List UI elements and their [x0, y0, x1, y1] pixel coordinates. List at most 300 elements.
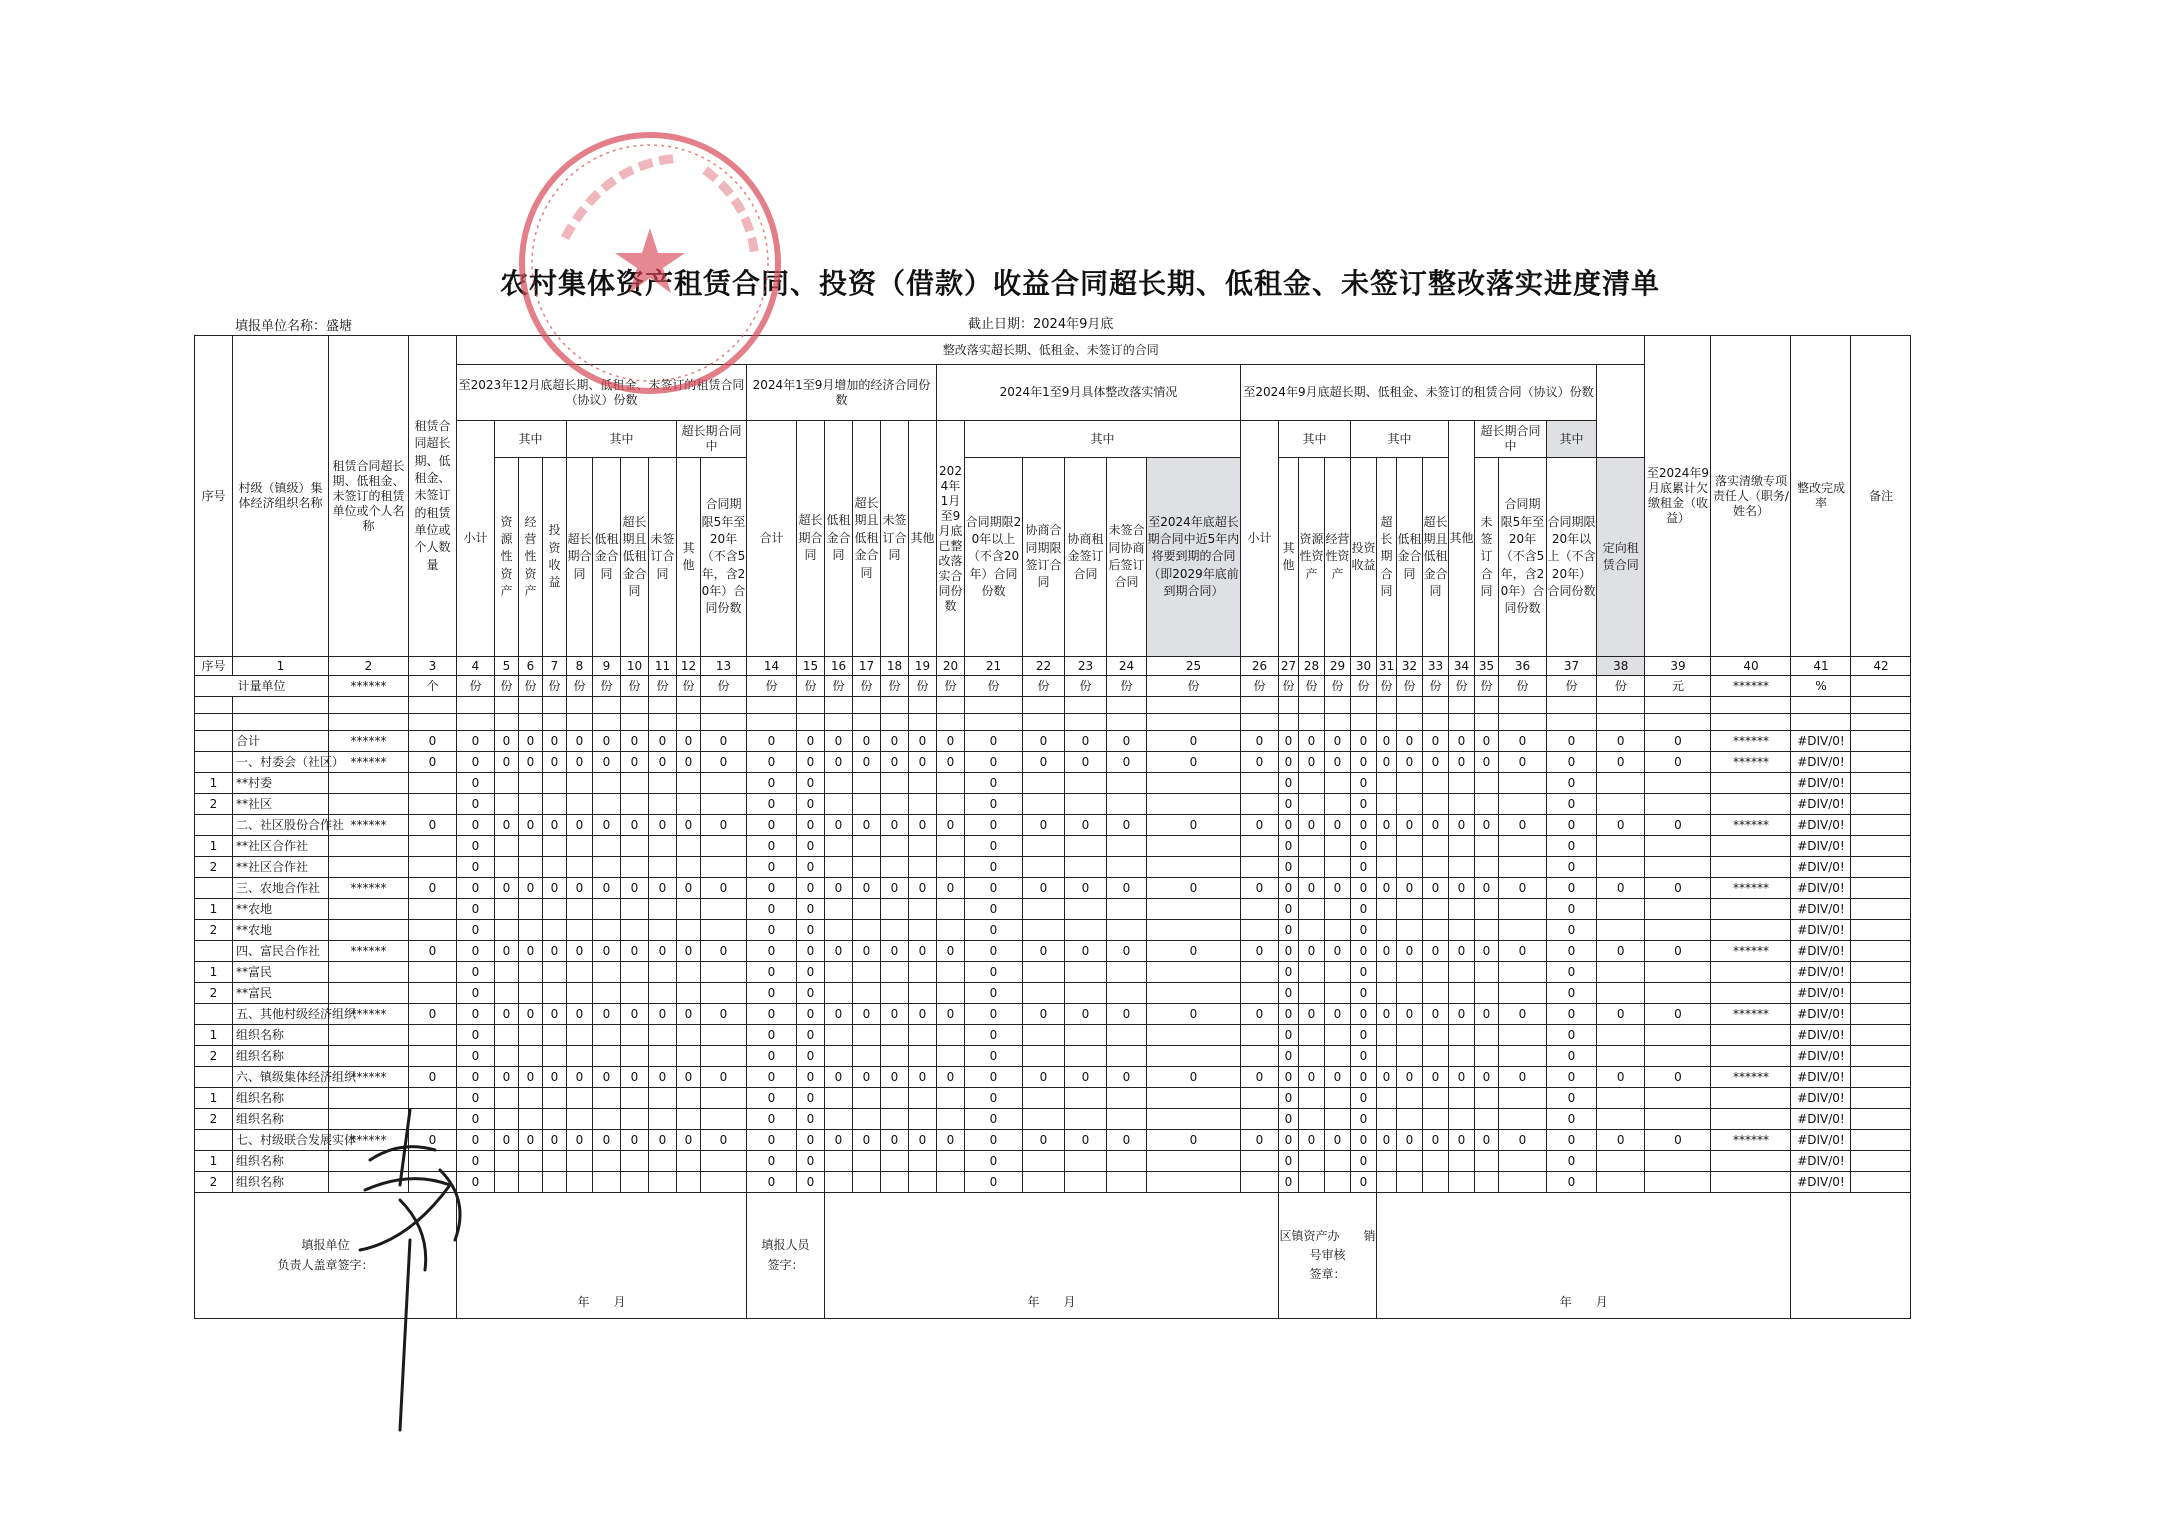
row-value: 0 — [797, 1109, 825, 1130]
row-value — [1645, 1172, 1711, 1193]
row-value: 0 — [1147, 941, 1241, 962]
header-of-which: 其中 — [1351, 421, 1449, 458]
column-number: 32 — [1397, 657, 1423, 676]
row-value — [1475, 899, 1499, 920]
row-value: 0 — [519, 752, 543, 773]
row-value — [1597, 794, 1645, 815]
row-remark — [1851, 1004, 1911, 1025]
row-value — [937, 1151, 965, 1172]
row-value: 0 — [797, 962, 825, 983]
reporting-unit: 填报单位名称：盛塘 — [235, 319, 353, 334]
unit-cell: 份 — [825, 676, 853, 697]
row-value: 0 — [1023, 1004, 1065, 1025]
row-lessee: ****** — [329, 1067, 409, 1088]
row-value: 0 — [1299, 752, 1325, 773]
row-value: 0 — [1377, 731, 1397, 752]
row-value: 0 — [965, 773, 1023, 794]
row-value: 0 — [965, 920, 1023, 941]
row-value: 0 — [747, 731, 797, 752]
header-neg-rent: 协商租金签订合同 — [1065, 458, 1107, 657]
row-value — [825, 1088, 853, 1109]
row-value: 0 — [567, 815, 593, 836]
row-value — [1023, 794, 1065, 815]
row-value — [853, 1088, 881, 1109]
column-number: 3 — [409, 657, 457, 676]
row-value — [1241, 1025, 1279, 1046]
row-value — [1645, 794, 1711, 815]
row-remark — [1851, 1046, 1911, 1067]
row-value: 0 — [1547, 1151, 1597, 1172]
blank-cell — [543, 697, 567, 714]
row-value: 0 — [1499, 1067, 1547, 1088]
row-seq — [195, 878, 233, 899]
row-value: 0 — [747, 899, 797, 920]
column-number: 8 — [567, 657, 593, 676]
row-value — [937, 773, 965, 794]
row-lessee: ****** — [329, 878, 409, 899]
row-value: 0 — [797, 815, 825, 836]
row-value — [1377, 1109, 1397, 1130]
header-term-20: 合同期限20年以上（不含20年）合同份数 — [965, 458, 1023, 657]
row-value — [1147, 857, 1241, 878]
row-org-name: 组织名称 — [233, 1046, 329, 1067]
header-subtotal: 小计 — [1241, 421, 1279, 657]
blank-cell — [1377, 714, 1397, 731]
row-count: 0 — [409, 941, 457, 962]
row-lessee: ****** — [329, 752, 409, 773]
row-value — [1449, 962, 1475, 983]
row-value: 0 — [909, 1130, 937, 1151]
row-value — [621, 1046, 649, 1067]
row-value: 0 — [1547, 773, 1597, 794]
column-number: 12 — [677, 657, 701, 676]
blank-cell — [1499, 714, 1547, 731]
row-value — [1107, 857, 1147, 878]
row-remark — [1851, 1067, 1911, 1088]
row-value: 0 — [567, 941, 593, 962]
blank-cell — [825, 697, 853, 714]
row-value — [1475, 1088, 1499, 1109]
row-value — [853, 983, 881, 1004]
row-value: 0 — [701, 941, 747, 962]
row-value: 0 — [457, 1151, 495, 1172]
blank-cell — [701, 697, 747, 714]
row-value: 0 — [621, 752, 649, 773]
row-value: 0 — [495, 752, 519, 773]
row-value — [909, 1025, 937, 1046]
row-value: 0 — [747, 1088, 797, 1109]
row-value: 0 — [965, 752, 1023, 773]
row-value: 0 — [1299, 1067, 1325, 1088]
row-value: 0 — [1107, 1004, 1147, 1025]
row-value — [543, 836, 567, 857]
row-seq — [195, 941, 233, 962]
blank-cell — [1241, 714, 1279, 731]
row-value — [1423, 857, 1449, 878]
blank-cell — [1107, 697, 1147, 714]
row-value: 0 — [495, 941, 519, 962]
row-count — [409, 1046, 457, 1067]
row-value — [1449, 857, 1475, 878]
row-value — [1107, 1172, 1147, 1193]
row-value — [1325, 1109, 1351, 1130]
row-value: 0 — [457, 962, 495, 983]
row-value — [701, 836, 747, 857]
row-value: 0 — [1023, 731, 1065, 752]
blank-cell — [1711, 697, 1791, 714]
row-remark — [1851, 731, 1911, 752]
row-value — [567, 857, 593, 878]
row-value — [1377, 1046, 1397, 1067]
row-value: 0 — [853, 941, 881, 962]
row-value — [825, 962, 853, 983]
row-value — [1065, 983, 1107, 1004]
row-value: 0 — [797, 731, 825, 752]
row-value — [519, 1088, 543, 1109]
row-value: 0 — [593, 878, 621, 899]
person-label-2: 签字： — [767, 1257, 804, 1272]
row-value: 0 — [1645, 1067, 1711, 1088]
row-value: 0 — [909, 1067, 937, 1088]
row-value: 0 — [701, 1130, 747, 1151]
row-value: 0 — [797, 1067, 825, 1088]
row-value — [649, 794, 677, 815]
row-value — [1147, 920, 1241, 941]
row-value: 0 — [621, 1130, 649, 1151]
row-value: 0 — [853, 878, 881, 899]
row-value — [543, 1025, 567, 1046]
row-value: 0 — [677, 941, 701, 962]
row-value — [1475, 836, 1499, 857]
row-value: 0 — [965, 1109, 1023, 1130]
row-responsible: ****** — [1711, 941, 1791, 962]
row-value — [1065, 899, 1107, 920]
row-value — [1107, 836, 1147, 857]
row-value: 0 — [1423, 941, 1449, 962]
row-value — [881, 1172, 909, 1193]
row-responsible: ****** — [1711, 731, 1791, 752]
row-value — [1107, 1025, 1147, 1046]
row-value: 0 — [1547, 1046, 1597, 1067]
row-value — [881, 920, 909, 941]
row-value: 0 — [909, 941, 937, 962]
unit-cell: 元 — [1645, 676, 1711, 697]
header-of-which: 其中 — [495, 421, 567, 458]
row-value: 0 — [1499, 752, 1547, 773]
row-value — [1299, 857, 1325, 878]
header-of-which: 其中 — [567, 421, 677, 458]
row-value — [1423, 836, 1449, 857]
blank-cell — [1791, 697, 1851, 714]
row-value: 0 — [1645, 1130, 1711, 1151]
row-value — [909, 899, 937, 920]
row-value — [543, 1151, 567, 1172]
row-value: 0 — [1107, 752, 1147, 773]
row-value — [1023, 1172, 1065, 1193]
row-value: 0 — [567, 731, 593, 752]
row-value: 0 — [1065, 731, 1107, 752]
row-value — [909, 962, 937, 983]
row-value — [881, 857, 909, 878]
row-value: 0 — [825, 815, 853, 836]
row-value — [1597, 857, 1645, 878]
row-value — [649, 983, 677, 1004]
row-value: 0 — [1241, 1130, 1279, 1151]
row-count — [409, 857, 457, 878]
column-number: 31 — [1377, 657, 1397, 676]
row-value: 0 — [1241, 752, 1279, 773]
row-value: 0 — [1597, 731, 1645, 752]
blank-cell — [677, 714, 701, 731]
column-number: 19 — [909, 657, 937, 676]
row-seq — [195, 1067, 233, 1088]
row-value: 0 — [1475, 752, 1499, 773]
blank-cell — [1351, 714, 1377, 731]
row-value: 0 — [543, 1067, 567, 1088]
row-value — [701, 1046, 747, 1067]
row-value — [909, 1109, 937, 1130]
row-rate: #DIV/0! — [1791, 731, 1851, 752]
table-row-group — [195, 1004, 1911, 1025]
header-responsible: 落实清缴专项责任人（职务/姓名） — [1711, 336, 1791, 657]
header-investment: 投资收益 — [543, 458, 567, 657]
row-rate: #DIV/0! — [1791, 941, 1851, 962]
row-value — [519, 794, 543, 815]
row-value: 0 — [1423, 731, 1449, 752]
row-value: 0 — [965, 962, 1023, 983]
row-value — [621, 773, 649, 794]
row-value — [1423, 1046, 1449, 1067]
header-low: 低租金合同 — [825, 421, 853, 657]
row-value — [1397, 773, 1423, 794]
header-operating: 经营性资产 — [1325, 458, 1351, 657]
row-lessee — [329, 857, 409, 878]
row-value — [567, 836, 593, 857]
row-value: 0 — [1351, 1067, 1377, 1088]
office-label-2: 签章： — [1309, 1267, 1346, 1282]
header-resource: 资源性资产 — [495, 458, 519, 657]
table-row-group — [195, 1067, 1911, 1088]
row-value: 0 — [457, 1109, 495, 1130]
blank-cell — [965, 714, 1023, 731]
row-value: 0 — [1325, 1067, 1351, 1088]
row-org-name: 三、农地合作社 — [233, 878, 329, 899]
row-value: 0 — [1597, 752, 1645, 773]
row-value: 0 — [495, 815, 519, 836]
row-value: 0 — [853, 1130, 881, 1151]
row-value: 0 — [1147, 1130, 1241, 1151]
row-value — [1597, 1088, 1645, 1109]
column-number: 23 — [1065, 657, 1107, 676]
row-value — [495, 1046, 519, 1067]
row-value — [1325, 836, 1351, 857]
row-value — [701, 794, 747, 815]
row-value: 0 — [1449, 815, 1475, 836]
row-value: 0 — [519, 941, 543, 962]
blank-cell — [1147, 697, 1241, 714]
row-value — [937, 836, 965, 857]
row-value: 0 — [457, 857, 495, 878]
row-value: 0 — [1351, 1088, 1377, 1109]
row-value: 0 — [747, 1046, 797, 1067]
row-value: 0 — [853, 731, 881, 752]
row-value: 0 — [1351, 1151, 1377, 1172]
row-value — [1645, 773, 1711, 794]
row-value: 0 — [457, 941, 495, 962]
unit-cell: 份 — [649, 676, 677, 697]
header-subtotal: 小计 — [457, 421, 495, 657]
row-value: 0 — [1325, 1130, 1351, 1151]
row-value — [1397, 920, 1423, 941]
row-value — [825, 857, 853, 878]
row-value: 0 — [1499, 1004, 1547, 1025]
row-value — [1397, 1088, 1423, 1109]
unit-row — [195, 676, 1911, 697]
column-number: 18 — [881, 657, 909, 676]
row-count — [409, 1088, 457, 1109]
row-value: 0 — [825, 1067, 853, 1088]
row-value: 0 — [1449, 878, 1475, 899]
row-lessee — [329, 794, 409, 815]
blank-cell — [937, 714, 965, 731]
row-value: 0 — [965, 1151, 1023, 1172]
row-value: 0 — [1023, 941, 1065, 962]
column-number: 36 — [1499, 657, 1547, 676]
column-number: 16 — [825, 657, 853, 676]
row-value: 0 — [1547, 962, 1597, 983]
row-seq: 2 — [195, 1046, 233, 1067]
row-value — [1475, 1046, 1499, 1067]
row-value: 0 — [457, 1004, 495, 1025]
row-value — [881, 983, 909, 1004]
row-value: 0 — [881, 1130, 909, 1151]
table-row — [195, 1046, 1911, 1067]
blank-cell — [853, 697, 881, 714]
row-value: 0 — [1107, 941, 1147, 962]
row-value — [593, 1172, 621, 1193]
row-value: 0 — [649, 1130, 677, 1151]
row-value — [1065, 1151, 1107, 1172]
row-value: 0 — [621, 815, 649, 836]
row-remark — [1851, 836, 1911, 857]
row-value — [1377, 1025, 1397, 1046]
row-value: 0 — [1325, 1004, 1351, 1025]
row-value — [1299, 836, 1325, 857]
row-value — [825, 836, 853, 857]
column-number-row — [195, 657, 1911, 676]
row-value — [1107, 920, 1147, 941]
row-value — [1241, 1088, 1279, 1109]
row-value — [937, 983, 965, 1004]
blank-cell — [1023, 697, 1065, 714]
row-responsible — [1711, 1088, 1791, 1109]
row-value: 0 — [593, 731, 621, 752]
row-value — [1065, 857, 1107, 878]
table-row — [195, 773, 1911, 794]
row-value: 0 — [825, 731, 853, 752]
row-seq: 1 — [195, 836, 233, 857]
row-value — [1325, 899, 1351, 920]
header-low: 低租金合同 — [1397, 458, 1423, 657]
row-value: 0 — [495, 731, 519, 752]
row-value: 0 — [677, 752, 701, 773]
blank-cell — [747, 697, 797, 714]
row-value: 0 — [495, 1130, 519, 1151]
blank-cell — [1241, 697, 1279, 714]
row-value: 0 — [1597, 1004, 1645, 1025]
row-value: 0 — [701, 1067, 747, 1088]
blank-cell — [409, 714, 457, 731]
row-value — [677, 773, 701, 794]
blank-row — [195, 697, 1911, 714]
row-value: 0 — [649, 941, 677, 962]
row-value — [1449, 773, 1475, 794]
row-value: 0 — [1107, 1130, 1147, 1151]
row-value — [593, 899, 621, 920]
row-value — [1499, 794, 1547, 815]
row-value: 0 — [701, 878, 747, 899]
row-seq: 2 — [195, 1172, 233, 1193]
row-value: 0 — [1279, 983, 1299, 1004]
row-value: 0 — [1279, 1130, 1299, 1151]
row-value: 0 — [881, 815, 909, 836]
row-value — [1645, 857, 1711, 878]
row-value — [1475, 857, 1499, 878]
row-rate: #DIV/0! — [1791, 983, 1851, 1004]
row-value: 0 — [495, 878, 519, 899]
row-value — [1423, 1025, 1449, 1046]
row-value — [1423, 773, 1449, 794]
table-row — [195, 1025, 1911, 1046]
column-number: 4 — [457, 657, 495, 676]
row-rate: #DIV/0! — [1791, 1046, 1851, 1067]
row-responsible: ****** — [1711, 752, 1791, 773]
row-value: 0 — [747, 1025, 797, 1046]
row-value — [1645, 899, 1711, 920]
row-responsible — [1711, 1151, 1791, 1172]
row-value: 0 — [1377, 815, 1397, 836]
row-value: 0 — [937, 815, 965, 836]
column-number: 11 — [649, 657, 677, 676]
blank-row — [195, 714, 1911, 731]
row-value — [881, 773, 909, 794]
row-value — [701, 1088, 747, 1109]
row-value: 0 — [649, 752, 677, 773]
row-count — [409, 1025, 457, 1046]
row-value — [1499, 899, 1547, 920]
row-value: 0 — [1325, 878, 1351, 899]
row-value — [881, 836, 909, 857]
row-value: 0 — [1279, 794, 1299, 815]
row-lessee — [329, 773, 409, 794]
row-value — [853, 836, 881, 857]
row-value — [1065, 1025, 1107, 1046]
row-value: 0 — [495, 1067, 519, 1088]
row-org-name: **社区 — [233, 794, 329, 815]
table-row — [195, 836, 1911, 857]
column-number: 41 — [1791, 657, 1851, 676]
row-value: 0 — [1597, 815, 1645, 836]
row-value — [1023, 836, 1065, 857]
row-value: 0 — [1279, 731, 1299, 752]
row-value — [853, 1109, 881, 1130]
row-value — [649, 836, 677, 857]
blank-cell — [1065, 714, 1107, 731]
row-count — [409, 983, 457, 1004]
unit-cell: 份 — [593, 676, 621, 697]
row-value: 0 — [747, 794, 797, 815]
row-value — [1645, 920, 1711, 941]
